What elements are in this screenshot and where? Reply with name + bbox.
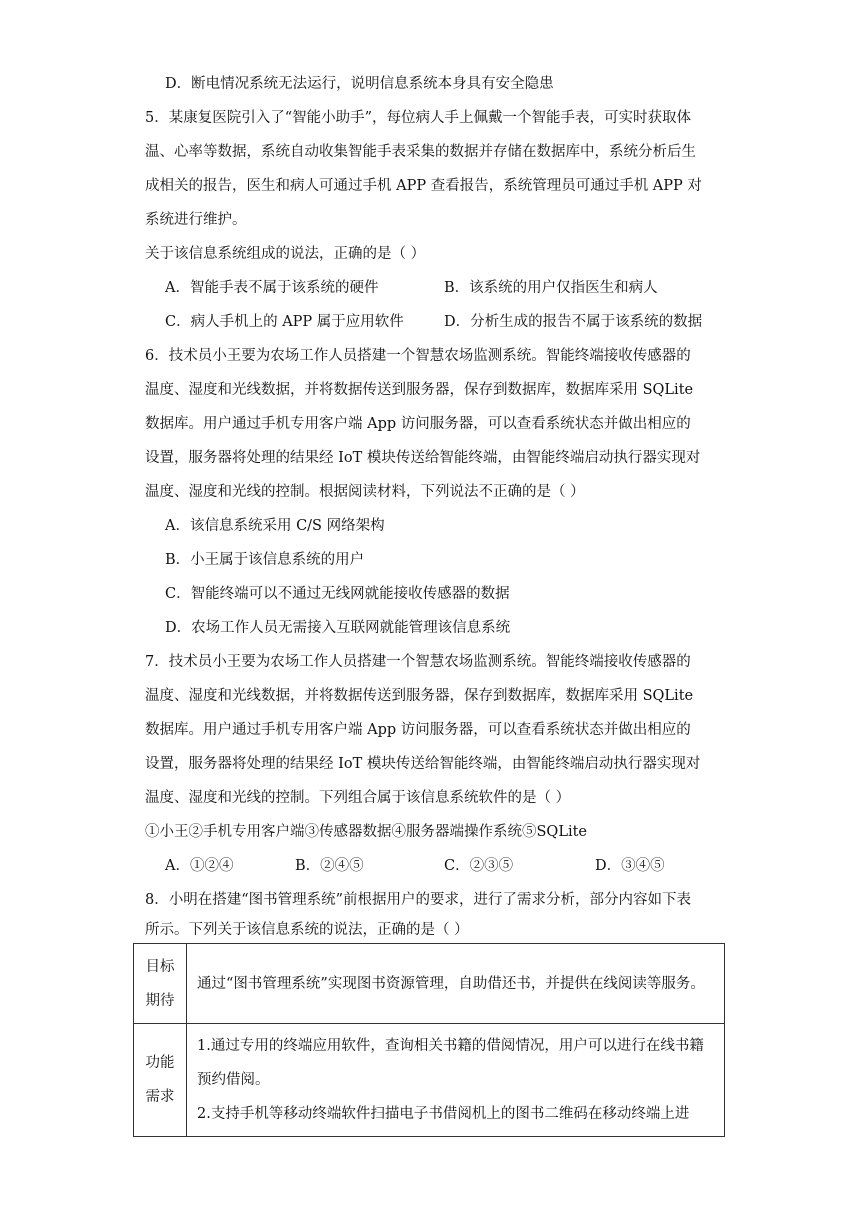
q5-stem-line-4: 系统进行维护。: [145, 212, 247, 228]
q6-option-a: A．该信息系统采用 C/S 网络架构: [165, 518, 385, 534]
q7-option-b: B．②④⑤: [295, 858, 364, 874]
q6-option-b: B．小王属于该信息系统的用户: [165, 552, 365, 568]
q6-stem-line-3: 数据库。用户通过手机专用客户端 App 访问服务器，可以查看系统状态并做出相应的: [145, 416, 691, 432]
row-label-part: 期待: [145, 992, 175, 1009]
row-label-function: [134, 1024, 187, 1137]
q7-option-a: A．①②④: [165, 858, 234, 874]
content-line: 预约借阅。: [197, 1072, 270, 1088]
q4-option-d: D．断电情况系统无法运行，说明信息系统本身具有安全隐患: [165, 76, 554, 92]
table-row: [134, 944, 725, 1024]
requirements-table: [133, 943, 725, 1137]
q6-stem-line-1: 6．技术员小王要为农场工作人员搭建一个智慧农场监测系统。智能终端接收传感器的: [145, 348, 691, 364]
q6-stem-line-5: 温度、湿度和光线的控制。根据阅读材料，下列说法不正确的是（ ）: [145, 484, 585, 500]
q5-option-a: A．智能手表不属于该系统的硬件: [165, 280, 379, 296]
q7-items: ①小王②手机专用客户端③传感器数据④服务器端操作系统⑤SQLite: [145, 824, 587, 840]
q8-stem-line-1: 8．小明在搭建“图书管理系统”前根据用户的要求，进行了需求分析，部分内容如下表: [145, 892, 692, 908]
row-content-function: [187, 1024, 725, 1137]
content-line: 2.支持手机等移动终端软件扫描电子书借阅机上的图书二维码在移动终端上进: [197, 1106, 690, 1122]
q6-stem-line-2: 温度、湿度和光线数据，并将数据传送到服务器，保存到数据库，数据库采用 SQLite: [145, 382, 694, 398]
q7-stem-line-4: 设置，服务器将处理的结果经 IoT 模块传送给智能终端，由智能终端启动执行器实现对: [145, 756, 701, 772]
content-line: 1.通过专用的终端应用软件，查询相关书籍的借阅情况，用户可以进行在线书籍: [197, 1038, 704, 1054]
row-content-goal: 通过“图书管理系统”实现图书资源管理，自助借还书，并提供在线阅读等服务。: [187, 944, 725, 1024]
q7-stem-line-3: 数据库。用户通过手机专用客户端 App 访问服务器，可以查看系统状态并做出相应的: [145, 722, 691, 738]
q6-stem-line-4: 设置，服务器将处理的结果经 IoT 模块传送给智能终端，由智能终端启动执行器实现对: [145, 450, 701, 466]
q5-stem-line-3: 成相关的报告，医生和病人可通过手机 APP 查看报告，系统管理员可通过手机 APP 对: [145, 178, 702, 194]
q8-stem-line-2: 所示。下列关于该信息系统的说法，正确的是（ ）: [145, 922, 469, 938]
q5-stem-line-1: 5．某康复医院引入了“智能小助手”，每位病人手上佩戴一个智能手表，可实时获取体: [145, 110, 692, 126]
q5-option-d: D．分析生成的报告不属于该系统的数据: [444, 314, 703, 330]
q6-option-d: D．农场工作人员无需接入互联网就能管理该信息系统: [165, 620, 511, 636]
q7-stem-line-2: 温度、湿度和光线数据，并将数据传送到服务器，保存到数据库，数据库采用 SQLite: [145, 688, 694, 704]
q5-stem-line-2: 温、心率等数据，系统自动收集智能手表采集的数据并存储在数据库中，系统分析后生: [145, 144, 696, 160]
q7-stem-line-1: 7．技术员小王要为农场工作人员搭建一个智慧农场监测系统。智能终端接收传感器的: [145, 654, 691, 670]
q7-option-c: C．②③⑤: [444, 858, 514, 874]
row-label-part: 功能: [145, 1055, 175, 1071]
q7-option-d: D．③④⑤: [595, 858, 665, 874]
row-label-part: 目标: [145, 958, 175, 975]
row-label-part: 需求: [145, 1089, 175, 1105]
q5-option-c: C．病人手机上的 APP 属于应用软件: [165, 314, 404, 330]
table-row: [134, 1024, 725, 1137]
q7-stem-line-5: 温度、湿度和光线的控制。下列组合属于该信息系统软件的是（ ）: [145, 790, 571, 806]
q5-option-b: B．该系统的用户仅指医生和病人: [444, 280, 658, 296]
row-label-goal: [134, 944, 187, 1024]
q6-option-c: C．智能终端可以不通过无线网就能接收传感器的数据: [165, 586, 510, 602]
q5-question: 关于该信息系统组成的说法，正确的是（ ）: [145, 246, 426, 262]
